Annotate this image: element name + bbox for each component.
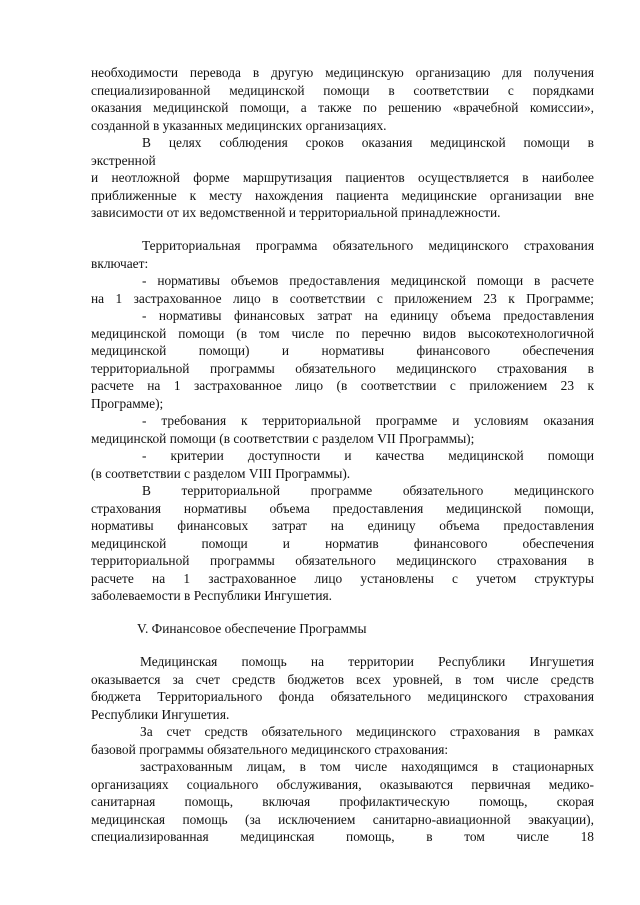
text-line: медицинская помощь (за исключением санитарно-авиационной эвакуации), [91, 811, 594, 827]
text-line: медицинской помощи и норматив финансового обеспечения [91, 535, 594, 551]
text-line: расчете на 1 застрахованное лицо (в соответствии с приложением 23 к [91, 378, 594, 393]
text-line: В территориальной программе обязательного медицинского [142, 483, 594, 498]
text-line: оказывается за счет средств бюджетов всех уровней, в том числе средств [91, 671, 594, 687]
text-line: приближенные к месту нахождения пациента медицинские организации вне [91, 187, 594, 203]
text-line: организациях социального обслуживания, оказываются первичная медико- [91, 776, 594, 792]
text-line: необходимости перевода в другую медицинскую организацию для получения [91, 65, 594, 80]
text-line: застрахованным лицам, в том числе находящимся в стационарных [140, 759, 594, 774]
text-line: специализированной медицинской помощи в соответствии с порядками [91, 82, 594, 98]
text-line: Республики Ингушетия. [91, 706, 230, 722]
text-line: медицинской помощи) и нормативы финансового обеспечения [91, 343, 594, 358]
text-line: нормативы финансовых затрат на единицу объема предоставления [91, 518, 594, 533]
text-line: созданной в указанных медицинских организациях. [91, 117, 387, 133]
text-line: медицинской помощи (в том числе по перечню видов высокотехнологичной [91, 325, 594, 341]
text-line: - требования к территориальной программе и условиям оказания [142, 413, 594, 428]
text-line: - нормативы объемов предоставления медицинской помощи в расчете [142, 273, 594, 288]
text-line: Территориальная программа обязательного медицинского страхования [142, 238, 594, 253]
text-line: включает: [91, 255, 149, 271]
text-line: зависимости от их ведомственной и территориальной принадлежности. [91, 205, 501, 220]
text-line: - нормативы финансовых затрат на единицу объема предоставления [142, 308, 594, 323]
text-line: расчете на 1 застрахованное лицо установлены с учетом структуры [91, 570, 594, 586]
text-line: заболеваемости в Республики Ингушетия. [91, 588, 333, 603]
text-line: оказания медицинской помощи, а также по решению «врачебной комиссии», [91, 100, 594, 115]
text-line: В целях соблюдения сроков оказания медицинской помощи в [142, 135, 594, 150]
text-line: - критерии доступности и качества медицинской помощи [142, 448, 594, 463]
text-line: Медицинская помощь на территории Республики Ингушетия [140, 654, 594, 669]
text-line: экстренной [91, 152, 156, 168]
text-line: За счет средств обязательного медицинского страхования в рамках [140, 724, 594, 739]
text-line: медицинской помощи (в соответствии с разделом VII Программы); [91, 430, 475, 446]
text-line: базовой программы обязательного медицинского страхования: [91, 741, 449, 757]
text-line: территориальной программы обязательного медицинского страхования в [91, 553, 594, 568]
text-line: и неотложной форме маршрутизация пациентов осуществляется в наиболее [91, 170, 594, 185]
text-line: санитарная помощь, включая профилактическую помощь, скорая [91, 794, 594, 809]
text-line: специализированная медицинская помощь, в том числе 18 [91, 829, 594, 844]
text-line: бюджета Территориального фонда обязательного медицинского страхования [91, 689, 594, 704]
text-line: страхования нормативы объема предоставления медицинской помощи, [91, 500, 594, 516]
text-line: территориальной программы обязательного медицинского страхования в [91, 360, 594, 376]
text-line: Программе); [91, 395, 164, 411]
text-line: на 1 застрахованное лицо в соответствии с приложением 23 к Программе; [91, 290, 594, 306]
section-heading: V. Финансовое обеспечение Программы [137, 621, 367, 636]
text-line: (в соответствии с разделом VIII Программы). [91, 465, 351, 481]
